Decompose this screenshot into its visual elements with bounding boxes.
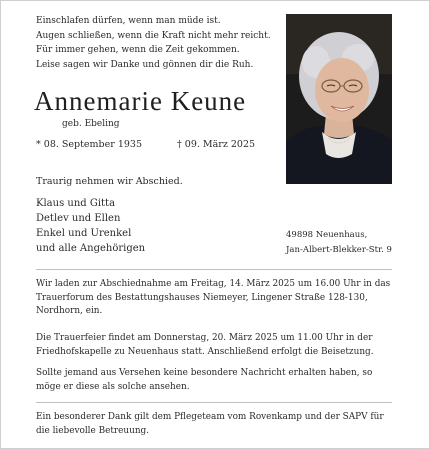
address: [286, 228, 392, 258]
address-street: Jan-Albert-Blekker-Str. 9: [286, 245, 392, 255]
mourning-intro: Traurig nehmen wir Abschied.: [36, 176, 183, 187]
poem-line: Einschlafen dürfen, wenn man müde ist.: [36, 16, 221, 26]
family-list: [36, 196, 145, 256]
poem: [36, 14, 286, 72]
portrait-illustration: [286, 14, 392, 184]
poem-line: Leise sagen wir Danke und gönnen dir die Ruh.: [36, 59, 254, 70]
portrait-photo: [286, 14, 392, 184]
poem-line: Augen schließen, wenn die Kraft nicht mehr reicht.: [36, 30, 271, 41]
family-member: Detlev und Ellen: [36, 213, 121, 224]
thanks-notice: Ein besonderer Dank gilt dem Pflegeteam vom Rovenkamp und der SAPV für die liebevolle Betreuung.: [36, 412, 384, 436]
family-member: Klaus und Gitta: [36, 198, 116, 209]
family-member: und alle Angehörigen: [36, 243, 146, 254]
divider: [36, 402, 392, 403]
birth-date: * 08. September 1935: [36, 139, 142, 150]
family-member: Enkel und Urenkel: [36, 228, 132, 239]
address-city: 49898 Neuenhaus,: [286, 230, 368, 240]
funeral-notice: Die Trauerfeier findet am Donnerstag, 20. März 2025 um 11.00 Uhr in der Friedhofskapelle zu Neuenhaus statt. Anschließend erfolgt die Beisetzung.: [36, 333, 374, 357]
farewell-notice: Wir laden zur Abschiednahme am Freitag, 14. März 2025 um 16.00 Uhr in das Trauerforum des Bestattungshauses Niemeyer, Lingener Straße 128-130, Nordhorn, ein.: [36, 279, 391, 316]
death-date: † 09. März 2025: [177, 139, 256, 150]
divider: [36, 269, 392, 270]
deceased-name: Annemarie Keune: [34, 86, 247, 116]
maiden-name: geb. Ebeling: [62, 119, 120, 129]
notification-notice: Sollte jemand aus Versehen keine besondere Nachricht erhalten haben, so möge er diese als solche ansehen.: [36, 368, 373, 392]
poem-line: Für immer gehen, wenn die Zeit gekommen.: [36, 45, 240, 55]
